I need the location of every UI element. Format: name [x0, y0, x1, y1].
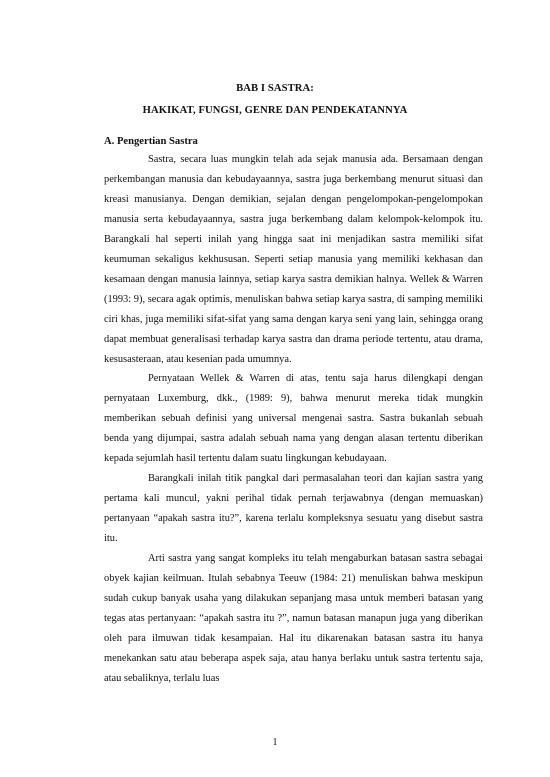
chapter-subtitle: HAKIKAT, FUNGSI, GENRE DAN PENDEKATANNYA	[142, 105, 408, 116]
page-number: 1	[272, 737, 278, 748]
paragraph: Pernyataan Wellek & Warren di atas, tentu saja harus dilengkapi dengan pernyataan Luxemburg, dkk., (1989: 9), bahwa menurut mereka tidak mungkin memberikan sebuah definisi yang universal mengenai sastra. Sastra bukanlah sebuah benda yang dijumpai, sastra adalah sebuah nama yang dengan alasan tertentu diberikan kepada sejumlah hasil tertentu dalam suatu lingkungan kebudayaan.	[104, 373, 483, 465]
chapter-title: BAB I SASTRA:	[236, 83, 314, 94]
paragraph: Arti sastra yang sangat kompleks itu telah mengaburkan batasan sastra sebagai obyek kajian keilmuan. Itulah sebabnya Teeuw (1984: 21) menuliskan bahwa meskipun sudah cukup banyak usaha yang dilakukan sepanjang masa untuk memberi batasan yang tegas atas pertanyaan: “apakah sastra itu ?”, namun batasan manapun juga yang diberikan oleh para ilmuwan tidak kesampaian. Hal itu dikarenakan batasan sastra itu hanya menekankan satu atau beberapa aspek saja, atau hanya berlaku untuk sastra tertentu saja, atau sebaliknya, terlalu luas	[104, 553, 483, 684]
paragraph: Barangkali inilah titik pangkal dari permasalahan teori dan kajian sastra yang pertama kali muncul, yakni perihal tidak pernah terjawabnya (dengan memuaskan) pertanyaan “apakah sastra itu?”, karena terlalu kompleksnya sesuatu yang disebut sastra itu.	[104, 473, 483, 545]
paragraph: Sastra, secara luas mungkin telah ada sejak manusia ada. Bersamaan dengan perkembangan manusia dan kebudayaannya, sastra juga berkembang menurut situasi dan kreasi manusianya. Dengan demikian, sejalan dengan pengelompokan-pengelompokan manusia serta kebudayaannya, sastra juga berkembang dalam kelompok-kelompok itu. Barangkali hal seperti inilah yang hingga saat ini menjadikan sastra memiliki sifat keumuman sekaligus kekhususan. Seperti setiap manusia yang memiliki kekhasan dan kesamaan dengan manusia lainnya, setiap karya sastra demikian halnya. Wellek & Warren (1993: 9), secara agak optimis, menuliskan bahwa setiap karya sastra, di samping memiliki ciri khas, juga memiliki sifat-sifat yang sama dengan karya seni yang lain, sehingga orang dapat membuat generalisasi terhadap karya sastra dan drama periode tertentu, atau drama, kesusasteraan, atau kesenian pada umumnya.	[104, 154, 483, 365]
section-heading: A. Pengertian Sastra	[104, 136, 198, 147]
body-text	[104, 150, 483, 689]
